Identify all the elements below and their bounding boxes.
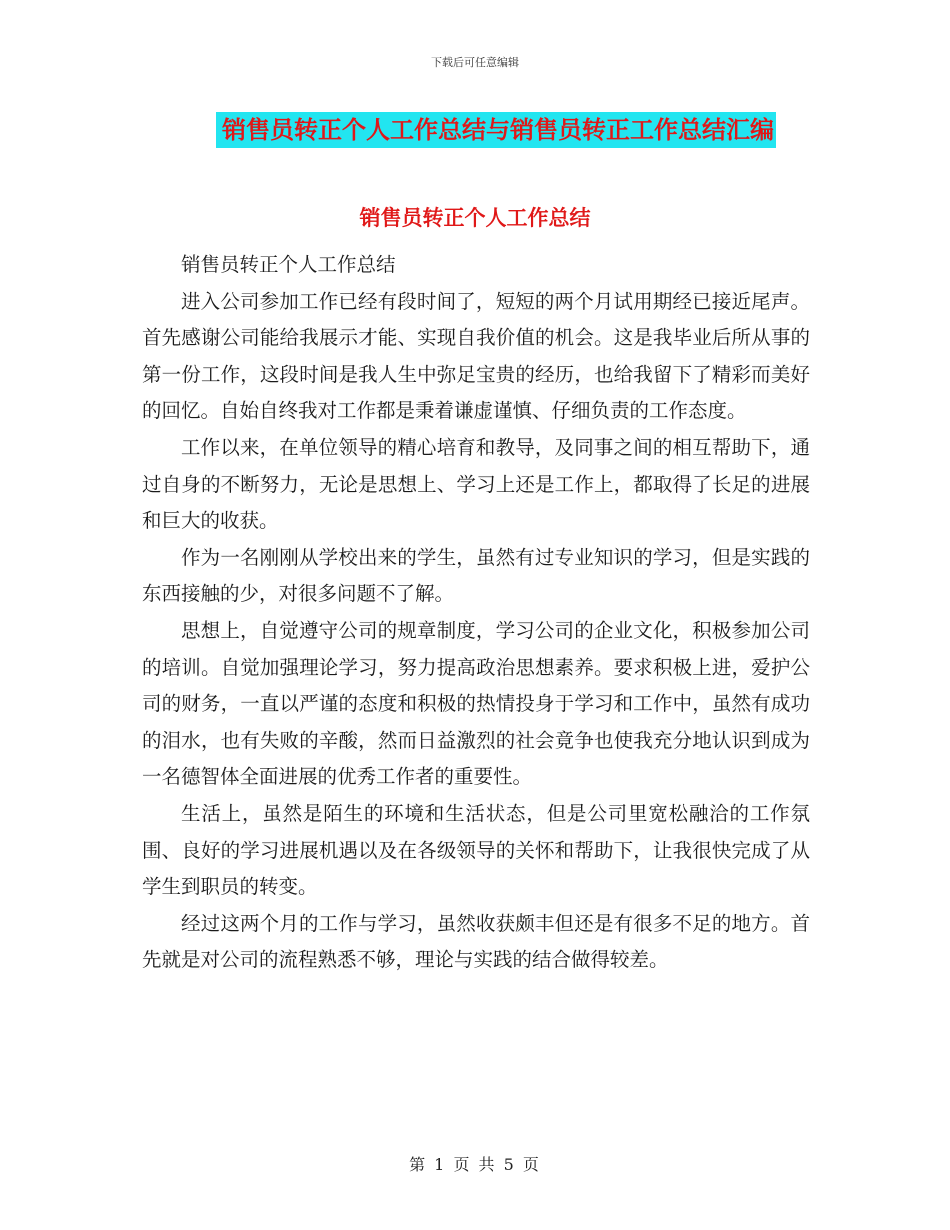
document-body [142,247,810,979]
document-title: 销售员转正个人工作总结与销售员转正工作总结汇编 [216,112,776,148]
header-note: 下载后可任意编辑 [431,56,519,69]
paragraph: 经过这两个月的工作与学习，虽然收获颇丰但还是有很多不足的地方。首先就是对公司的流程熟悉不够，理论与实践的结合做得较差。 [142,911,810,972]
page-number-footer: 第 1 页 共 5 页 [409,1155,541,1174]
paragraph: 作为一名刚刚从学校出来的学生，虽然有过专业知识的学习，但是实践的东西接触的少，对很多问题不了解。 [142,545,810,606]
paragraph-heading: 销售员转正个人工作总结 [181,253,396,276]
paragraph: 工作以来，在单位领导的精心培育和教导，及同事之间的相互帮助下，通过自身的不断努力，无论是思想上、学习上还是工作上，都取得了长足的进展和巨大的收获。 [142,435,810,533]
section-title: 销售员转正个人工作总结 [359,206,591,230]
paragraph: 思想上，自觉遵守公司的规章制度，学习公司的企业文化，积极参加公司的培训。自觉加强理论学习，努力提高政治思想素养。要求积极上进，爱护公司的财务，一直以严谨的态度和积极的热情投身于学习和工作中，虽然有成功的泪水，也有失败的辛酸，然而日益激烈的社会竟争也使我充分地认识到成为一名德智体全面进展的优秀工作者的重要性。 [142,618,810,789]
paragraph: 生活上，虽然是陌生的环境和生活状态，但是公司里宽松融洽的工作氛围、良好的学习进展机遇以及在各级领导的关怀和帮助下，让我很快完成了从学生到职员的转变。 [142,801,810,899]
paragraph: 进入公司参加工作已经有段时间了，短短的两个月试用期经已接近尾声。首先感谢公司能给我展示才能、实现自我价值的机会。这是我毕业后所从事的第一份工作，这段时间是我人生中弥足宝贵的经历，也给我留下了精彩而美好的回忆。自始自终我对工作都是秉着谦虚谨慎、仔细负责的工作态度。 [142,289,810,423]
main-title-container [0,112,950,148]
